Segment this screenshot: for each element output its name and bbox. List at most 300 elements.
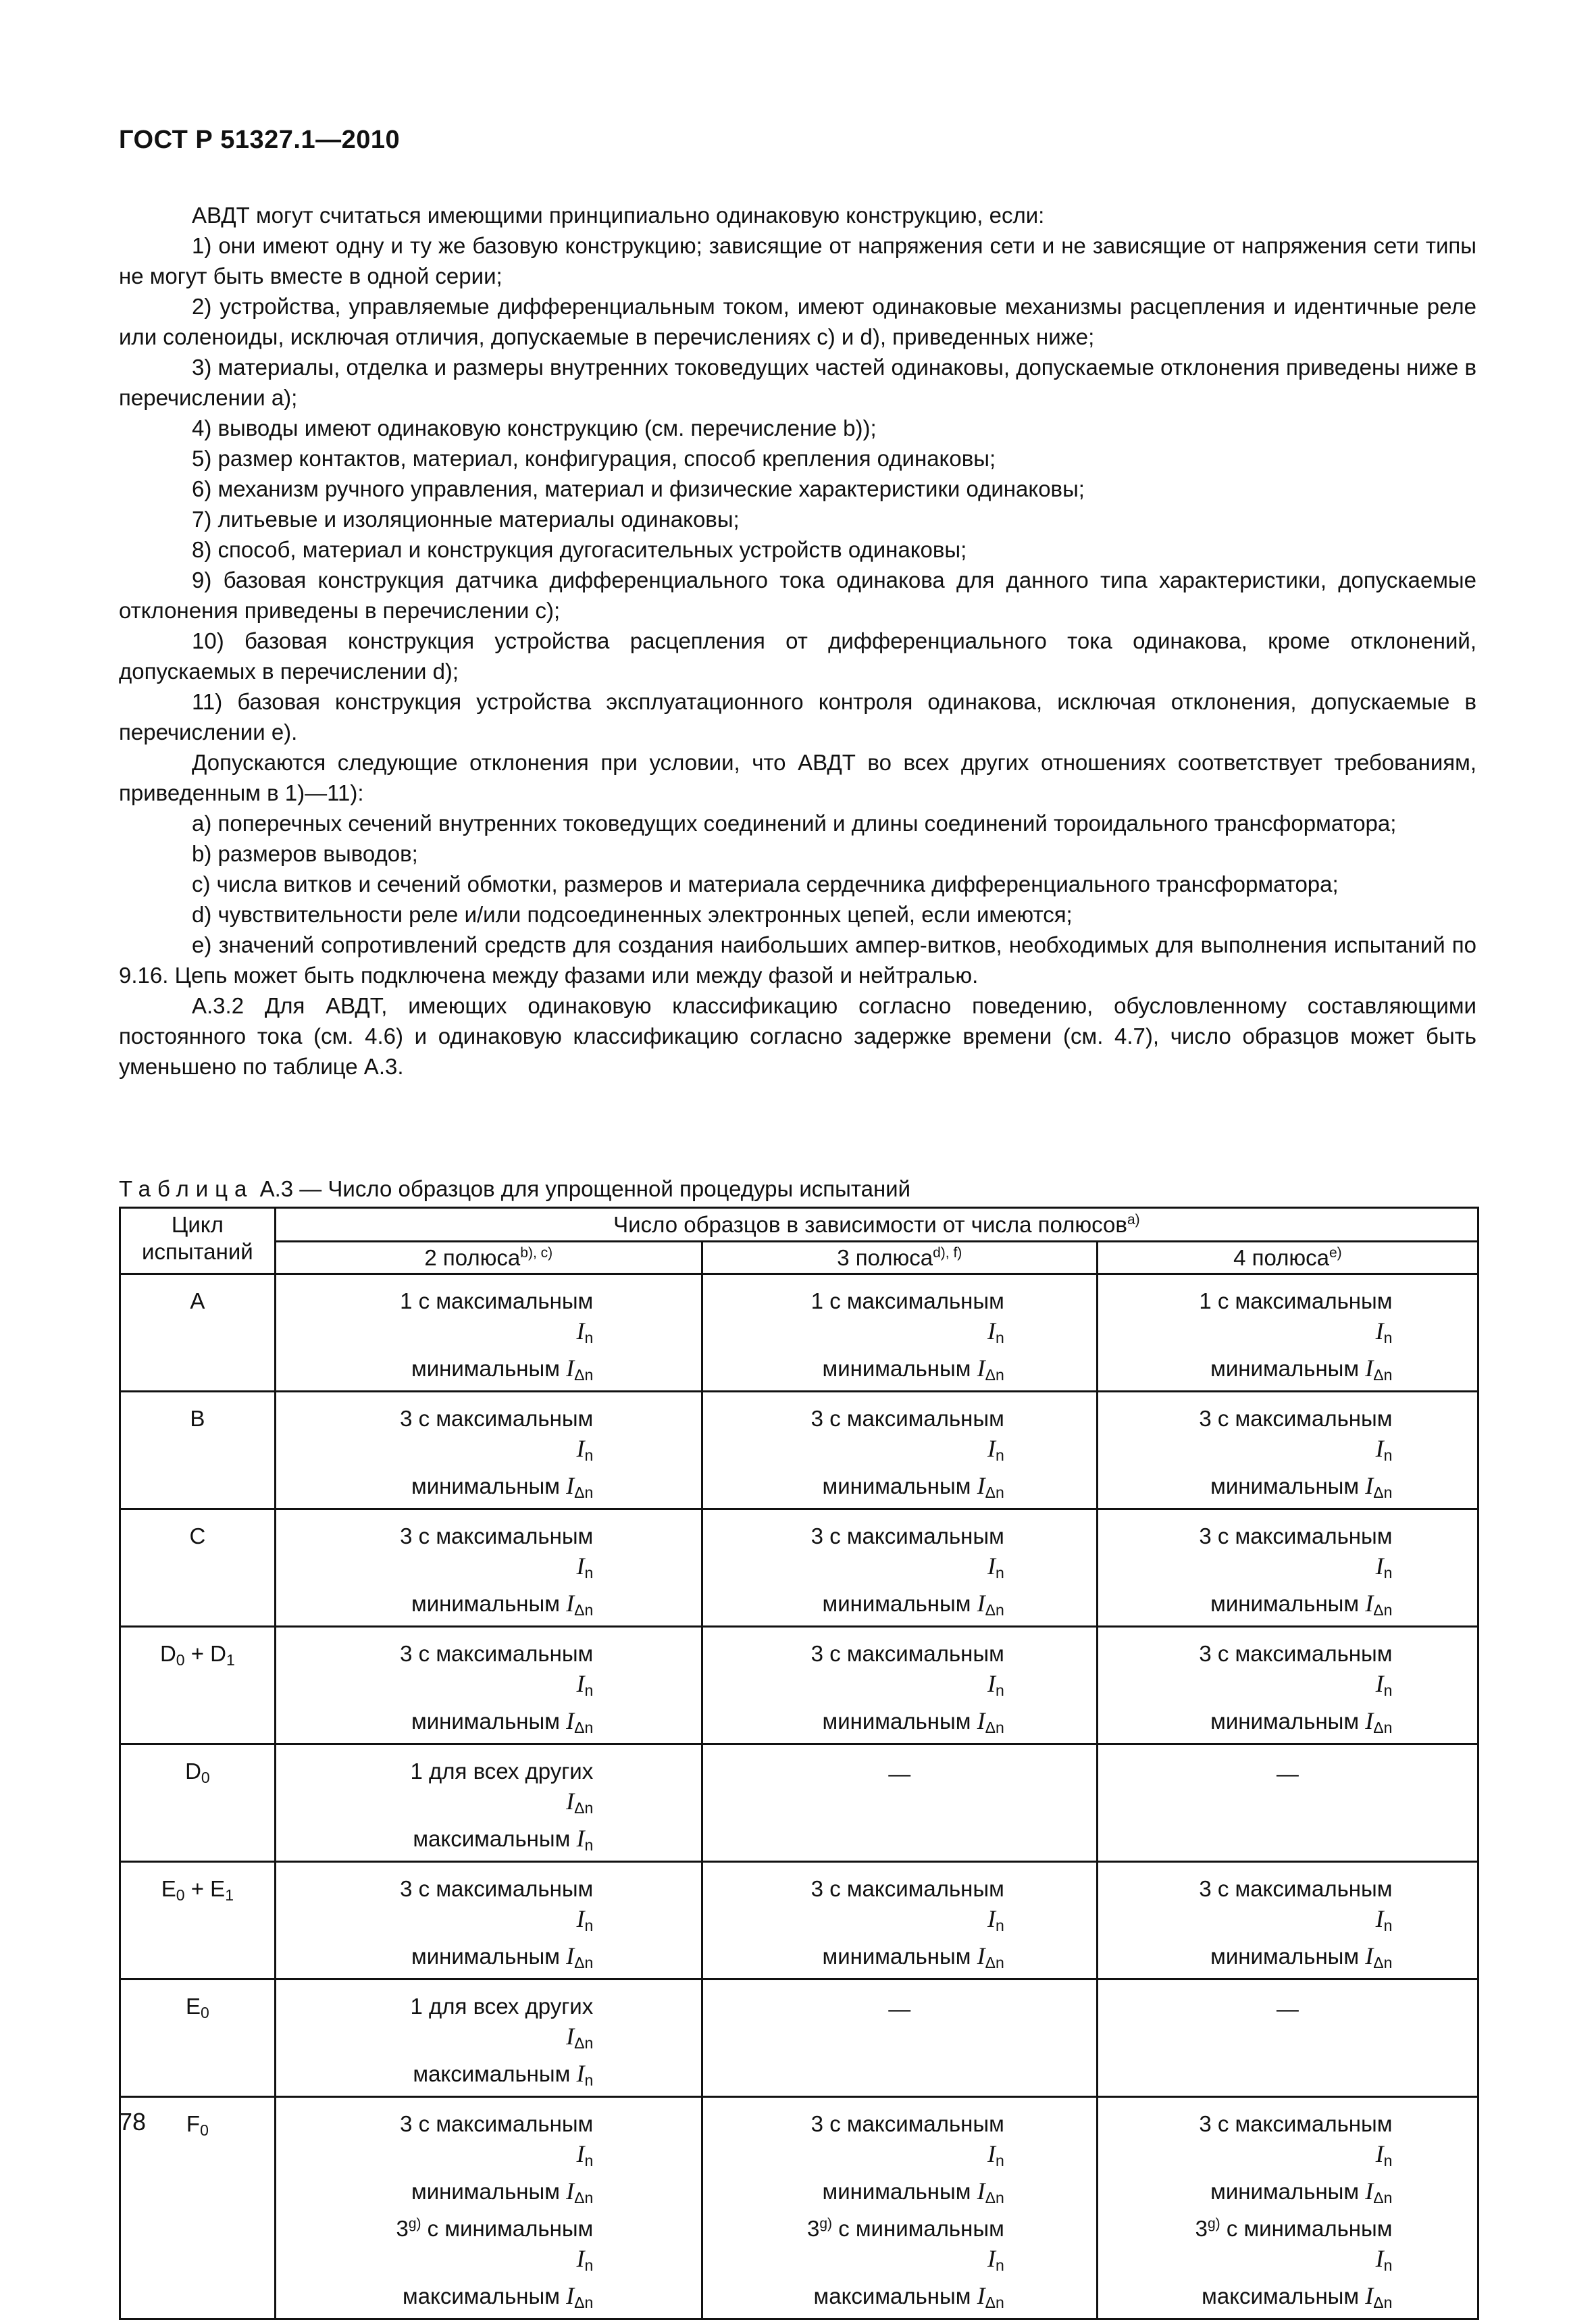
symbol-i: I xyxy=(566,1707,575,1734)
symbol-i: I xyxy=(576,1317,585,1344)
i-delta-n-symbol xyxy=(977,1709,1004,1734)
cell-line-text: 3 с максимальным xyxy=(810,1523,1004,1548)
i-delta-n-symbol xyxy=(977,1944,1004,1969)
i-delta-n-symbol xyxy=(977,2284,1004,2309)
symbol-i: I xyxy=(987,2140,996,2167)
symbol-sub: Δn xyxy=(574,1719,594,1736)
symbol-i: I xyxy=(566,1590,575,1617)
cell-line xyxy=(384,2176,593,2213)
cycle-sub: 0 xyxy=(200,2121,209,2139)
i-delta-n-symbol xyxy=(566,1472,594,1501)
cell-line xyxy=(384,2213,593,2281)
cell-line-text: 3 с максимальным xyxy=(400,2111,594,2136)
header-3-poles-sup: d), f) xyxy=(933,1245,962,1261)
cell-line xyxy=(795,1588,1004,1625)
cell-line xyxy=(384,1941,593,1978)
cell-line-text: 1 с максимальным xyxy=(400,1288,594,1313)
cell-line-text: минимальным xyxy=(822,1356,971,1381)
table-row xyxy=(120,1979,1478,2097)
i-delta-n-symbol xyxy=(566,1709,593,1734)
symbol-sub: Δn xyxy=(1373,1484,1393,1501)
paragraph: Допускаются следующие отклонения при условии, что АВДТ во всех других отношениях соответствует требованиям, приведенным в 1)—11): xyxy=(119,750,1476,805)
symbol-sub: Δn xyxy=(574,2189,594,2206)
value-cell xyxy=(702,2097,1097,2319)
i-n-symbol xyxy=(576,2060,594,2089)
value-cell xyxy=(275,1509,702,1627)
cell-line-text: 3 с максимальным xyxy=(1199,1641,1393,1666)
i-n-symbol xyxy=(987,2245,1004,2274)
table-row xyxy=(120,2097,1478,2319)
symbol-sub: Δn xyxy=(985,1954,1004,1971)
symbol-i: I xyxy=(977,2177,985,2204)
cycle-sub-b: 1 xyxy=(225,1886,234,1904)
paragraph: 11) базовая конструкция устройства эксплуатационного контроля одинакова, исключая отклонения, допускаемые в перечислении е). xyxy=(119,689,1476,745)
table-row xyxy=(120,1862,1478,1979)
symbol-sub: Δn xyxy=(1373,1954,1393,1971)
cell-line xyxy=(384,2059,593,2096)
value-cell xyxy=(702,1274,1097,1392)
symbol-sub: n xyxy=(1383,1682,1393,1699)
header-4-poles xyxy=(1097,1242,1478,1274)
i-n-symbol xyxy=(987,1670,1004,1699)
header-poles-group-text: Число образцов в зависимости от числа полюсов xyxy=(613,1212,1127,1237)
cell-line xyxy=(795,2213,1004,2281)
header-poles-group xyxy=(275,1208,1478,1242)
value-cell xyxy=(1097,2097,1478,2319)
symbol-i: I xyxy=(1375,1670,1384,1697)
symbol-sub: n xyxy=(584,1836,594,1854)
cell-line-text: 1 с максимальным xyxy=(810,1288,1004,1313)
cell-line-text: минимальным xyxy=(411,1473,560,1498)
cell-line xyxy=(795,2109,1004,2176)
symbol-i: I xyxy=(987,1905,996,1932)
symbol-sub: n xyxy=(584,2071,594,2089)
cycle-label: F xyxy=(186,2111,201,2136)
value-cell xyxy=(1097,1509,1478,1627)
symbol-i: I xyxy=(1365,2282,1374,2309)
cell-line xyxy=(795,1941,1004,1978)
cell-line-text: 3 с максимальным xyxy=(1199,1523,1393,1548)
i-delta-n-symbol xyxy=(566,1355,594,1384)
cycle-cell xyxy=(120,1509,276,1627)
header-poles-group-sup: a) xyxy=(1127,1212,1140,1228)
empty-cell xyxy=(1097,1979,1478,2097)
symbol-sub: n xyxy=(995,1446,1004,1464)
symbol-i: I xyxy=(987,1317,996,1344)
symbol-i: I xyxy=(1375,1905,1384,1932)
cell-line xyxy=(1183,1521,1392,1588)
cell-line-text: минимальным xyxy=(822,2179,971,2204)
cell-line-text: 3 с максимальным xyxy=(400,1641,594,1666)
cell-line xyxy=(1183,1286,1392,1353)
value-cell xyxy=(275,1979,702,2097)
symbol-sub: n xyxy=(1383,1329,1393,1346)
header-cycle-text: Цикл испытаний xyxy=(142,1212,253,1264)
paragraph: d) чувствительности реле и/или подсоединенных электронных цепей, если имеются; xyxy=(192,902,1073,927)
symbol-i: I xyxy=(566,1942,575,1969)
value-cell xyxy=(1097,1274,1478,1392)
cell-line-text: минимальным xyxy=(822,1944,971,1969)
symbol-sub: n xyxy=(995,1917,1004,1934)
symbol-i: I xyxy=(1365,1472,1374,1499)
cell-line xyxy=(384,2281,593,2318)
i-n-symbol xyxy=(987,1553,1004,1582)
i-n-symbol xyxy=(576,2245,594,2274)
cell-line-text: 3 с максимальным xyxy=(810,1406,1004,1431)
symbol-sub: n xyxy=(584,2256,594,2274)
paragraph: с) числа витков и сечений обмотки, размеров и материала сердечника дифференциального трансформатора; xyxy=(192,872,1339,897)
symbol-i: I xyxy=(1375,1553,1384,1580)
table-caption-text: А.3 — Число образцов для упрощенной процедуры испытаний xyxy=(259,1176,911,1201)
symbol-sub: Δn xyxy=(985,1719,1004,1736)
symbol-i: I xyxy=(1375,2245,1384,2272)
symbol-i: I xyxy=(1375,2140,1384,2167)
empty-cell xyxy=(702,1979,1097,2097)
f-prefix: 3 xyxy=(396,2216,409,2241)
symbol-i: I xyxy=(576,2245,585,2272)
symbol-i: I xyxy=(576,1825,585,1852)
i-delta-n-symbol xyxy=(1365,1472,1393,1501)
cell-line xyxy=(1183,1638,1392,1706)
cell-line-text: 3 с максимальным xyxy=(1199,1406,1393,1431)
cell-line-text: минимальным xyxy=(822,1709,971,1734)
table-row xyxy=(120,1509,1478,1627)
symbol-i: I xyxy=(576,1435,585,1462)
symbol-sub: n xyxy=(584,2152,594,2169)
cell-line xyxy=(795,1353,1004,1390)
cell-line-text: с минимальным xyxy=(427,2216,594,2241)
cell-line xyxy=(384,1638,593,1706)
cycle-label-b: + E xyxy=(184,1876,226,1901)
i-n-symbol xyxy=(576,1825,594,1854)
cell-line xyxy=(384,1286,593,1353)
paragraph: 1) они имеют одну и ту же базовую конструкцию; зависящие от напряжения сети и не зависящие от напряжения сети типы не могут быть вместе в одной серии; xyxy=(119,233,1476,288)
dash-mark: — xyxy=(1276,1996,1299,2021)
cell-line-text: максимальным xyxy=(413,1826,571,1851)
cell-line-text: 3 с максимальным xyxy=(400,1406,594,1431)
cycle-sub-b: 1 xyxy=(226,1651,235,1669)
value-cell xyxy=(1097,1862,1478,1979)
cycle-sub: 0 xyxy=(176,1886,185,1904)
cycle-cell xyxy=(120,1862,276,1979)
value-cell xyxy=(275,2097,702,2319)
i-n-symbol xyxy=(1375,1670,1393,1699)
i-delta-n-symbol xyxy=(977,1590,1004,1619)
i-delta-n-symbol xyxy=(977,1355,1004,1384)
paragraph: е) значений сопротивлений средств для создания наибольших ампер-витков, необходимых для выполнения испытаний по 9.16. Цепь может быть подключена между фазами или между фазой и нейтралью. xyxy=(119,932,1476,988)
cell-line-text: минимальным xyxy=(822,1591,971,1616)
cycle-label: B xyxy=(190,1406,205,1431)
i-n-symbol xyxy=(987,1907,1004,1932)
symbol-sub: Δn xyxy=(985,2189,1004,2206)
symbol-i: I xyxy=(566,1788,575,1815)
symbol-i: I xyxy=(977,1942,985,1969)
cycle-label: D xyxy=(185,1759,201,1784)
symbol-sub: Δn xyxy=(1373,2189,1393,2206)
symbol-i: I xyxy=(977,2282,985,2309)
i-delta-n-symbol xyxy=(977,2179,1004,2204)
header-3-poles xyxy=(702,1242,1097,1274)
cell-line xyxy=(384,1521,593,1588)
cell-line xyxy=(1183,1403,1392,1471)
symbol-sub: n xyxy=(995,2256,1004,2274)
symbol-i: I xyxy=(1365,2177,1374,2204)
symbol-i: I xyxy=(1375,1317,1384,1344)
i-delta-n-symbol xyxy=(1365,1355,1393,1384)
cycle-sub: 0 xyxy=(176,1651,185,1669)
symbol-sub: Δn xyxy=(574,1484,594,1501)
cell-line-text: с минимальным xyxy=(838,2216,1004,2241)
cycle-cell xyxy=(120,1979,276,2097)
cell-line xyxy=(384,1756,593,1823)
symbol-sub: Δn xyxy=(574,1601,594,1619)
symbol-sub: Δn xyxy=(985,2294,1004,2311)
symbol-i: I xyxy=(566,2023,575,2050)
symbol-sub: n xyxy=(584,1917,594,1934)
cell-line xyxy=(384,1706,593,1743)
i-delta-n-symbol xyxy=(566,2023,594,2052)
header-4-poles-label: 4 полюса xyxy=(1233,1245,1329,1270)
paragraph: 10) базовая конструкция устройства расцепления от дифференциального тока одинакова, кроме отклонений, допускаемых в перечислении d); xyxy=(119,628,1476,684)
i-delta-n-symbol xyxy=(566,1944,593,1969)
f-footnote: g) xyxy=(819,2216,833,2231)
symbol-sub: Δn xyxy=(1373,1719,1393,1736)
cell-line-text: минимальным xyxy=(1210,1709,1360,1734)
cell-line-text: 1 для всех других xyxy=(410,1994,594,2019)
cycle-cell xyxy=(120,1627,276,1744)
i-delta-n-symbol xyxy=(1365,2284,1392,2309)
cycle-cell xyxy=(120,1392,276,1509)
empty-cell xyxy=(1097,1744,1478,1862)
value-cell xyxy=(702,1392,1097,1509)
cell-line xyxy=(1183,2281,1392,2318)
i-n-symbol xyxy=(1376,1907,1393,1932)
cell-line xyxy=(795,1286,1004,1353)
paragraph: АВДТ могут считаться имеющими принципиально одинаковую конструкцию, если: xyxy=(192,203,1045,228)
i-n-symbol xyxy=(576,1907,593,1932)
cell-line-text: 1 для всех других xyxy=(410,1759,594,1784)
paragraph: b) размеров выводов; xyxy=(192,841,418,866)
cell-line xyxy=(795,2281,1004,2318)
header-2-poles-sup: b), c) xyxy=(520,1245,553,1261)
cell-line xyxy=(1183,1353,1392,1390)
cell-line xyxy=(1183,1588,1392,1625)
symbol-sub: n xyxy=(584,1329,594,1346)
f-prefix: 3 xyxy=(1195,2216,1208,2241)
cell-line xyxy=(1183,1941,1392,1978)
symbol-i: I xyxy=(576,2060,585,2087)
i-n-symbol xyxy=(576,1553,594,1582)
i-n-symbol xyxy=(1375,1435,1393,1464)
header-3-poles-label: 3 полюса xyxy=(837,1245,933,1270)
cell-line xyxy=(384,1588,593,1625)
cell-line-text: 3 с максимальным xyxy=(810,1641,1004,1666)
cycle-sub: 0 xyxy=(201,1769,210,1786)
cell-line xyxy=(1183,2213,1392,2281)
symbol-i: I xyxy=(977,1472,985,1499)
symbol-i: I xyxy=(987,1670,996,1697)
cycle-sub: 0 xyxy=(201,2004,209,2021)
cell-line xyxy=(1183,1471,1392,1508)
i-n-symbol xyxy=(987,1435,1004,1464)
table-row xyxy=(120,1274,1478,1392)
i-delta-n-symbol xyxy=(1365,2179,1392,2204)
cell-line-text: 1 с максимальным xyxy=(1199,1288,1393,1313)
symbol-sub: Δn xyxy=(574,2294,594,2311)
i-n-symbol xyxy=(576,1319,593,1344)
cell-line-text: минимальным xyxy=(1210,1356,1360,1381)
cell-line xyxy=(384,1823,593,1861)
value-cell xyxy=(275,1274,702,1392)
i-delta-n-symbol xyxy=(1365,1709,1392,1734)
symbol-i: I xyxy=(1365,1707,1374,1734)
document-id: ГОСТ Р 51327.1—2010 xyxy=(119,126,401,154)
paragraph: А.3.2 Для АВДТ, имеющих одинаковую классификацию согласно поведению, обусловленному составляющими постоянного тока (см. 4.6) и одинаковую классификацию согласно задержке времени (см. 4.7), число образцов может быть уменьшено по таблице А.3. xyxy=(119,993,1476,1079)
table-caption-label: Таблица xyxy=(119,1176,254,1201)
symbol-i: I xyxy=(977,1355,985,1382)
i-delta-n-symbol xyxy=(566,1788,594,1817)
i-n-symbol xyxy=(576,2142,593,2167)
symbol-i: I xyxy=(566,1472,575,1499)
cell-line-text: максимальным xyxy=(403,2284,560,2309)
header-4-poles-sup: e) xyxy=(1329,1245,1342,1261)
value-cell xyxy=(275,1862,702,1979)
paragraph: 5) размер контактов, материал, конфигурация, способ крепления одинаковы; xyxy=(192,446,996,471)
cell-line-text: минимальным xyxy=(411,1709,560,1734)
cell-line xyxy=(795,1521,1004,1588)
cell-line xyxy=(384,2109,593,2176)
i-n-symbol xyxy=(1375,2245,1393,2274)
symbol-sub: n xyxy=(1383,1564,1393,1582)
symbol-sub: n xyxy=(995,1682,1004,1699)
value-cell xyxy=(1097,1392,1478,1509)
i-delta-n-symbol xyxy=(566,1590,594,1619)
cell-line xyxy=(1183,1706,1392,1743)
cell-line xyxy=(1183,2176,1392,2213)
cell-line xyxy=(795,1706,1004,1743)
cell-line xyxy=(795,1471,1004,1508)
symbol-sub: Δn xyxy=(574,2034,594,2052)
cycle-cell xyxy=(120,1744,276,1862)
paragraph: 6) механизм ручного управления, материал и физические характеристики одинаковы; xyxy=(192,476,1085,501)
cell-line-text: 3 с максимальным xyxy=(400,1876,594,1901)
header-cycle xyxy=(120,1208,276,1274)
cell-line-text: максимальным xyxy=(1202,2284,1360,2309)
symbol-sub: Δn xyxy=(1373,1366,1393,1384)
symbol-i: I xyxy=(987,2245,996,2272)
f-prefix: 3 xyxy=(806,2216,820,2241)
symbol-i: I xyxy=(977,1707,985,1734)
paragraph: а) поперечных сечений внутренних токоведущих соединений и длины соединений тороидального трансформатора; xyxy=(192,811,1397,836)
i-n-symbol xyxy=(1376,2142,1393,2167)
header-2-poles-label: 2 полюса xyxy=(424,1245,521,1270)
cell-line-text: минимальным xyxy=(411,1591,560,1616)
dash-mark: — xyxy=(1276,1761,1299,1786)
symbol-i: I xyxy=(987,1435,996,1462)
cell-line-text: с минимальным xyxy=(1226,2216,1393,2241)
cell-line-text: минимальным xyxy=(411,2179,560,2204)
i-delta-n-symbol xyxy=(1365,1944,1392,1969)
symbol-i: I xyxy=(987,1553,996,1580)
cell-line xyxy=(384,1991,593,2059)
value-cell xyxy=(275,1744,702,1862)
samples-table xyxy=(119,1207,1479,2320)
cell-line-text: 3 с максимальным xyxy=(400,1523,594,1548)
symbol-i: I xyxy=(566,2177,575,2204)
cell-line-text: 3 с максимальным xyxy=(810,2111,1004,2136)
symbol-sub: n xyxy=(995,2152,1004,2169)
cell-line-text: минимальным xyxy=(1210,2179,1360,2204)
cell-line-text: максимальным xyxy=(413,2061,571,2086)
empty-cell xyxy=(702,1744,1097,1862)
dash-mark: — xyxy=(888,1761,911,1786)
symbol-i: I xyxy=(576,2140,585,2167)
value-cell xyxy=(702,1862,1097,1979)
symbol-sub: n xyxy=(584,1682,594,1699)
symbol-sub: Δn xyxy=(574,1366,594,1384)
cycle-label: C xyxy=(189,1523,206,1548)
symbol-i: I xyxy=(566,1355,575,1382)
value-cell xyxy=(702,1627,1097,1744)
cell-line-text: минимальным xyxy=(411,1944,560,1969)
paragraph: 7) литьевые и изоляционные материалы одинаковы; xyxy=(192,507,740,532)
paragraph: 8) способ, материал и конструкция дугогасительных устройств одинаковы; xyxy=(192,537,967,562)
cycle-label: E xyxy=(161,1876,176,1901)
symbol-sub: Δn xyxy=(985,1366,1004,1384)
cell-line xyxy=(795,1403,1004,1471)
cell-line xyxy=(384,1403,593,1471)
i-n-symbol xyxy=(987,2142,1004,2167)
cell-line xyxy=(795,2176,1004,2213)
cell-line xyxy=(795,1638,1004,1706)
symbol-sub: n xyxy=(1383,1917,1393,1934)
page-number: 78 xyxy=(119,2108,147,2136)
symbol-i: I xyxy=(1365,1590,1374,1617)
symbol-sub: n xyxy=(584,1564,594,1582)
cycle-label: E xyxy=(185,1994,201,2019)
symbol-sub: n xyxy=(995,1329,1004,1346)
symbol-i: I xyxy=(576,1553,585,1580)
cell-line-text: минимальным xyxy=(1210,1944,1360,1969)
cell-line-text: минимальным xyxy=(1210,1473,1360,1498)
cycle-label: D xyxy=(159,1641,176,1666)
dash-mark: — xyxy=(888,1996,911,2021)
symbol-sub: n xyxy=(1383,1446,1393,1464)
symbol-sub: Δn xyxy=(1373,1601,1393,1619)
table-row xyxy=(120,1627,1478,1744)
body-text xyxy=(119,200,1476,1082)
cell-line xyxy=(1183,2109,1392,2176)
symbol-sub: Δn xyxy=(574,1799,594,1817)
i-n-symbol xyxy=(987,1319,1004,1344)
i-n-symbol xyxy=(1376,1319,1393,1344)
table-caption xyxy=(119,1174,1476,1204)
symbol-sub: n xyxy=(584,1446,594,1464)
value-cell xyxy=(275,1627,702,1744)
paragraph: 4) выводы имеют одинаковую конструкцию (см. перечисление b)); xyxy=(192,415,877,440)
value-cell xyxy=(702,1509,1097,1627)
symbol-sub: n xyxy=(995,1564,1004,1582)
symbol-i: I xyxy=(1375,1435,1384,1462)
value-cell xyxy=(1097,1627,1478,1744)
paragraph: 9) базовая конструкция датчика дифференциального тока одинакова для данного типа характеристики, допускаемые отклонения приведены в перечислении с); xyxy=(119,568,1476,623)
value-cell xyxy=(275,1392,702,1509)
symbol-i: I xyxy=(1365,1355,1374,1382)
i-n-symbol xyxy=(576,1670,594,1699)
cell-line xyxy=(384,1353,593,1390)
symbol-i: I xyxy=(566,2282,575,2309)
cell-line xyxy=(384,1873,593,1941)
